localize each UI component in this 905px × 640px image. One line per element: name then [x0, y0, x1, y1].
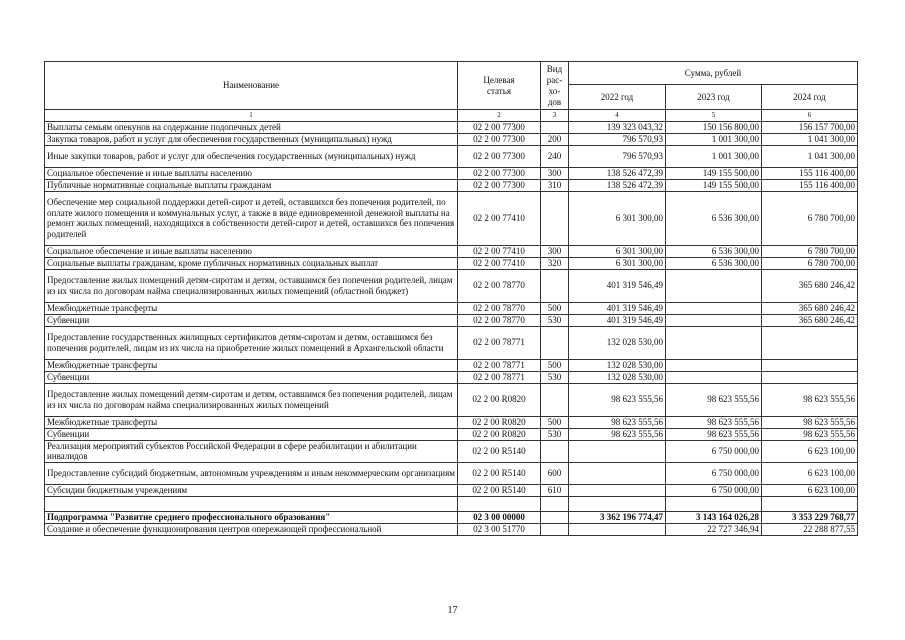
row-amount-2023: 150 156 800,00	[666, 121, 762, 133]
row-amount-2024: 155 116 400,00	[762, 179, 858, 191]
row-amount-2022: 98 623 555,56	[569, 428, 666, 440]
row-name: Социальное обеспечение и иные выплаты населению	[45, 245, 458, 257]
row-type: 300	[541, 167, 569, 179]
header-type: Вид рас- хо- дов	[541, 62, 569, 110]
row-type: 500	[541, 302, 569, 314]
row-amount-2023: 98 623 555,56	[666, 383, 762, 416]
row-name: Обеспечение мер социальной поддержки детей-сирот и детей, оставшихся без попечения родителей, по оплате жилого помещения и коммунальных услуг, а также в виде единовременной денежной выплаты на ремонт жилых помещений, находящихся в собственности детей-сирот и детей, оставшихся без попечения родителей	[45, 191, 458, 245]
row-code: 02 2 00 R0820	[458, 416, 541, 428]
row-amount-2024: 98 623 555,56	[762, 416, 858, 428]
row-code: 02 2 00 77300	[458, 179, 541, 191]
row-type: 530	[541, 314, 569, 326]
row-name: Межбюджетные трансферты	[45, 302, 458, 314]
row-amount-2024: 6 623 100,00	[762, 484, 858, 496]
table-row	[45, 428, 858, 440]
row-amount-2023	[666, 302, 762, 314]
row-amount-2023: 149 155 500,00	[666, 167, 762, 179]
header-2024: 2024 год	[762, 85, 858, 110]
table-row	[45, 484, 858, 496]
table-row	[45, 462, 858, 484]
row-amount-2022	[569, 484, 666, 496]
row-amount-2023	[666, 269, 762, 302]
row-amount-2024: 98 623 555,56	[762, 383, 858, 416]
row-code: 02 2 00 78770	[458, 269, 541, 302]
row-name: Предоставление жилых помещений детям-сиротам и детям, оставшимся без попечения родителей, лицам из их числа по договорам найма специализированных жилых помещений	[45, 383, 458, 416]
row-code: 02 2 00 77300	[458, 121, 541, 133]
row-amount-2023	[666, 359, 762, 371]
table-row	[45, 523, 858, 535]
row-code: 02 3 00 00000	[458, 511, 541, 523]
table-row	[45, 314, 858, 326]
row-name: Субвенции	[45, 314, 458, 326]
row-name: Публичные нормативные социальные выплаты гражданам	[45, 179, 458, 191]
row-amount-2022: 132 028 530,00	[569, 326, 666, 359]
row-amount-2024	[762, 371, 858, 383]
row-name: Подпрограмма "Развитие среднего профессионального образования"	[45, 511, 458, 523]
row-type: 500	[541, 359, 569, 371]
row-amount-2024: 98 623 555,56	[762, 428, 858, 440]
row-amount-2024: 1 041 300,00	[762, 145, 858, 167]
row-amount-2023: 22 727 346,94	[666, 523, 762, 535]
row-amount-2023: 149 155 500,00	[666, 179, 762, 191]
column-index: 5	[666, 110, 762, 122]
row-amount-2022: 796 570,93	[569, 133, 666, 145]
row-amount-2024: 155 116 400,00	[762, 167, 858, 179]
row-amount-2024: 156 157 700,00	[762, 121, 858, 133]
row-name: Предоставление государственных жилищных сертификатов детям-сиротам и детям, оставшимся без попечения родителей, лицам из их числа на приобретение жилых помещений в Архангельской области	[45, 326, 458, 359]
row-amount-2022	[569, 440, 666, 462]
column-index: 3	[541, 110, 569, 122]
row-code: 02 2 00 77300	[458, 133, 541, 145]
row-amount-2022: 98 623 555,56	[569, 383, 666, 416]
row-code: 02 2 00 R5140	[458, 440, 541, 462]
row-amount-2024	[762, 359, 858, 371]
row-amount-2023: 1 001 300,00	[666, 133, 762, 145]
row-name: Социальное обеспечение и иные выплаты населению	[45, 167, 458, 179]
row-name: Иные закупки товаров, работ и услуг для обеспечения государственных (муниципальных) нужд	[45, 145, 458, 167]
row-amount-2024: 6 780 700,00	[762, 257, 858, 269]
row-amount-2022: 401 319 546,49	[569, 269, 666, 302]
row-code: 02 2 00 R0820	[458, 428, 541, 440]
row-type: 200	[541, 133, 569, 145]
table-row	[45, 121, 858, 133]
row-name: Субсидии бюджетным учреждениям	[45, 484, 458, 496]
row-amount-2022: 401 319 546,49	[569, 314, 666, 326]
table-row	[45, 359, 858, 371]
row-type: 500	[541, 416, 569, 428]
row-code: 02 2 00 77300	[458, 145, 541, 167]
table-row	[45, 179, 858, 191]
row-code: 02 2 00 77410	[458, 245, 541, 257]
row-amount-2022: 132 028 530,00	[569, 371, 666, 383]
row-amount-2023: 6 750 000,00	[666, 440, 762, 462]
row-code: 02 2 00 78770	[458, 302, 541, 314]
row-amount-2022: 139 323 043,32	[569, 121, 666, 133]
row-name: Выплаты семьям опекунов на содержание подопечных детей	[45, 121, 458, 133]
column-index: 6	[762, 110, 858, 122]
row-amount-2022: 796 570,93	[569, 145, 666, 167]
header-sum: Сумма, рублей	[569, 62, 858, 85]
table-row	[45, 133, 858, 145]
table-row	[45, 326, 858, 359]
row-code: 02 2 00 R5140	[458, 462, 541, 484]
row-name: Субвенции	[45, 371, 458, 383]
row-amount-2024	[762, 326, 858, 359]
header-2023: 2023 год	[666, 85, 762, 110]
row-code: 02 2 00 77410	[458, 191, 541, 245]
table-row	[45, 511, 858, 523]
row-amount-2024: 3 353 229 768,77	[762, 511, 858, 523]
table-row	[45, 167, 858, 179]
row-name: Межбюджетные трансферты	[45, 359, 458, 371]
row-type: 600	[541, 462, 569, 484]
row-amount-2023: 6 536 300,00	[666, 245, 762, 257]
table-row	[45, 440, 858, 462]
row-code: 02 2 00 78771	[458, 359, 541, 371]
row-type: 610	[541, 484, 569, 496]
header-code-line2: статья	[487, 85, 511, 96]
row-amount-2022: 138 526 472,39	[569, 167, 666, 179]
table-row	[45, 191, 858, 245]
row-amount-2023: 6 750 000,00	[666, 462, 762, 484]
row-name: Реализация мероприятий субъектов Российской Федерации в сфере реабилитации и абилитации инвалидов	[45, 440, 458, 462]
row-amount-2022	[569, 523, 666, 535]
header-name: Наименование	[45, 62, 458, 110]
row-amount-2022	[569, 462, 666, 484]
column-index: 2	[458, 110, 541, 122]
row-amount-2023	[666, 371, 762, 383]
row-amount-2022	[569, 496, 666, 511]
row-amount-2024: 365 680 246,42	[762, 314, 858, 326]
row-name: Предоставление субсидий бюджетным, автономным учреждениям и иным некоммерческим организациям	[45, 462, 458, 484]
row-amount-2024: 365 680 246,42	[762, 302, 858, 314]
row-code: 02 2 00 R0820	[458, 383, 541, 416]
row-amount-2023: 6 536 300,00	[666, 191, 762, 245]
row-amount-2023: 6 536 300,00	[666, 257, 762, 269]
row-code: 02 3 00 51770	[458, 523, 541, 535]
table-row	[45, 496, 858, 511]
row-code: 02 2 00 78771	[458, 371, 541, 383]
row-name	[45, 496, 458, 511]
header-code-line1: Целевая	[483, 75, 515, 85]
row-amount-2023	[666, 314, 762, 326]
row-amount-2024: 1 041 300,00	[762, 133, 858, 145]
row-type: 310	[541, 179, 569, 191]
table-row	[45, 269, 858, 302]
header-row	[45, 62, 858, 85]
row-type: 530	[541, 428, 569, 440]
row-amount-2024: 6 780 700,00	[762, 191, 858, 245]
row-amount-2022: 138 526 472,39	[569, 179, 666, 191]
table-row	[45, 145, 858, 167]
row-amount-2024: 22 288 877,55	[762, 523, 858, 535]
table-row	[45, 383, 858, 416]
header-code	[458, 62, 541, 110]
row-code: 02 2 00 78770	[458, 314, 541, 326]
row-type: 240	[541, 145, 569, 167]
row-name: Закупка товаров, работ и услуг для обеспечения государственных (муниципальных) нужд	[45, 133, 458, 145]
budget-table	[44, 61, 858, 536]
table-row	[45, 302, 858, 314]
row-amount-2024: 365 680 246,42	[762, 269, 858, 302]
row-type: 320	[541, 257, 569, 269]
row-amount-2022: 6 301 300,00	[569, 257, 666, 269]
row-amount-2024	[762, 496, 858, 511]
row-type: 530	[541, 371, 569, 383]
row-type	[541, 326, 569, 359]
row-amount-2022: 401 319 546,49	[569, 302, 666, 314]
header-2022: 2022 год	[569, 85, 666, 110]
row-type	[541, 523, 569, 535]
row-code: 02 2 00 77410	[458, 257, 541, 269]
row-name: Предоставление жилых помещений детям-сиротам и детям, оставшимся без попечения родителей, лицам из их числа по договорам найма специализированных жилых помещений (областной бюджет)	[45, 269, 458, 302]
column-index: 4	[569, 110, 666, 122]
row-amount-2023	[666, 496, 762, 511]
row-amount-2022: 6 301 300,00	[569, 245, 666, 257]
row-amount-2023	[666, 326, 762, 359]
row-amount-2022: 6 301 300,00	[569, 191, 666, 245]
row-name: Создание и обеспечение функционирования центров опережающей профессиональной	[45, 523, 458, 535]
column-index-row	[45, 110, 858, 122]
row-type	[541, 383, 569, 416]
row-amount-2024: 6 780 700,00	[762, 245, 858, 257]
page-number: 17	[447, 605, 458, 616]
table-row	[45, 371, 858, 383]
row-type	[541, 440, 569, 462]
column-index: 1	[45, 110, 458, 122]
row-type	[541, 496, 569, 511]
row-amount-2023: 3 143 164 026,28	[666, 511, 762, 523]
row-name: Социальные выплаты гражданам, кроме публичных нормативных социальных выплат	[45, 257, 458, 269]
row-amount-2022: 3 362 196 774,47	[569, 511, 666, 523]
table-body	[45, 62, 858, 536]
row-amount-2022: 98 623 555,56	[569, 416, 666, 428]
row-code: 02 2 00 78771	[458, 326, 541, 359]
row-type: 300	[541, 245, 569, 257]
row-amount-2024: 6 623 100,00	[762, 440, 858, 462]
row-amount-2023: 1 001 300,00	[666, 145, 762, 167]
table-row	[45, 257, 858, 269]
row-code	[458, 496, 541, 511]
table-row	[45, 416, 858, 428]
row-amount-2022: 132 028 530,00	[569, 359, 666, 371]
row-name: Субвенции	[45, 428, 458, 440]
row-amount-2023: 6 750 000,00	[666, 484, 762, 496]
row-amount-2023: 98 623 555,56	[666, 416, 762, 428]
row-type	[541, 511, 569, 523]
table-row	[45, 245, 858, 257]
row-type	[541, 269, 569, 302]
row-amount-2024: 6 623 100,00	[762, 462, 858, 484]
row-type	[541, 121, 569, 133]
row-name: Межбюджетные трансферты	[45, 416, 458, 428]
row-type	[541, 191, 569, 245]
row-code: 02 2 00 R5140	[458, 484, 541, 496]
row-amount-2023: 98 623 555,56	[666, 428, 762, 440]
row-code: 02 2 00 77300	[458, 167, 541, 179]
